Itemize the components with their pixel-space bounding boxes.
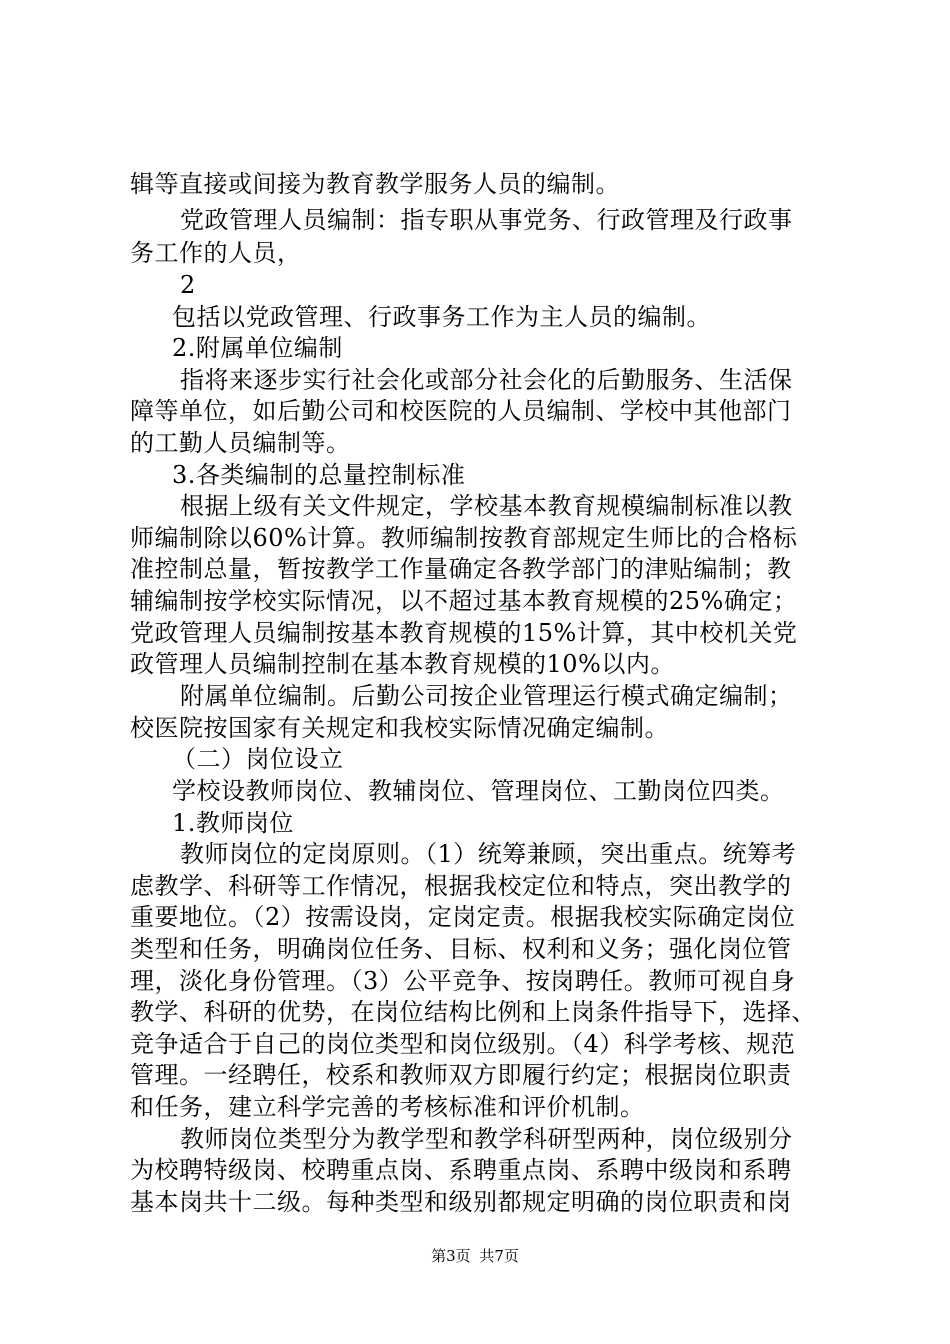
text-line: 和任务，建立科学完善的考核标准和评价机制。	[130, 1093, 645, 1121]
section-heading: 3.各类编制的总量控制标准	[172, 461, 466, 489]
text-line: 的工勤人员编制等。	[130, 429, 351, 457]
text-line: 师编制除以60%计算。教师编制按教育部规定生师比的合格标	[130, 524, 798, 552]
text-line: 根据上级有关文件规定，学校基本教育规模编制标准以教	[180, 492, 793, 520]
page-marker: 2	[180, 271, 196, 299]
text-line: 重要地位。（2）按需设岗，定岗定责。根据我校实际确定岗位	[130, 903, 796, 931]
text-line: 准控制总量，暂按教学工作量确定各教学部门的津贴编制；教	[130, 555, 792, 583]
text-line: 障等单位，如后勤公司和校医院的人员编制、学校中其他部门	[130, 397, 792, 425]
section-heading: 1.教师岗位	[172, 809, 294, 837]
text-line: 教师岗位类型分为教学型和教学科研型两种，岗位级别分	[180, 1125, 793, 1153]
section-heading: 2.附属单位编制	[172, 334, 343, 362]
text-line: 虑教学、科研等工作情况，根据我校定位和特点，突出教学的	[130, 872, 792, 900]
text-line: 附属单位编制。后勤公司按企业管理运行模式确定编制；	[180, 682, 793, 710]
text-line: 辅编制按学校实际情况，以不超过基本教育规模的25%确定；	[130, 587, 798, 615]
page-total: 共7页	[479, 1247, 519, 1265]
text-line: 竞争适合于自己的岗位类型和岗位级别。（4）科学考核、规范	[130, 1030, 796, 1058]
text-line: 辑等直接或间接为教育教学服务人员的编制。	[130, 170, 620, 198]
page-number: 第3页	[431, 1247, 471, 1265]
text-line: 教师岗位的定岗原则。（1）统筹兼顾，突出重点。统筹考	[180, 840, 797, 868]
text-line: 类型和任务，明确岗位任务、目标、权利和义务；强化岗位管	[130, 935, 792, 963]
text-line: 党政管理人员编制：指专职从事党务、行政管理及行政事	[180, 206, 793, 234]
page-footer	[0, 1246, 950, 1266]
text-line: 基本岗共十二级。每种类型和级别都规定明确的岗位职责和岗	[130, 1188, 792, 1216]
text-line: 教学、科研的优势，在岗位结构比例和上岗条件指导下，选择、	[130, 998, 816, 1026]
text-line: 理，淡化身份管理。（3）公平竞争、按岗聘任。教师可视自身	[130, 967, 796, 995]
text-line: 校医院按国家有关规定和我校实际情况确定编制。	[130, 714, 669, 742]
text-line: 包括以党政管理、行政事务工作为主人员的编制。	[172, 303, 711, 331]
text-line: 党政管理人员编制按基本教育规模的15%计算，其中校机关党	[130, 619, 798, 647]
section-heading: （二）岗位设立	[172, 745, 344, 773]
text-line: 指将来逐步实行社会化或部分社会化的后勤服务、生活保	[180, 366, 793, 394]
text-line: 为校聘特级岗、校聘重点岗、系聘重点岗、系聘中级岗和系聘	[130, 1156, 792, 1184]
text-line: 管理。一经聘任，校系和教师双方即履行约定；根据岗位职责	[130, 1061, 792, 1089]
text-line: 学校设教师岗位、教辅岗位、管理岗位、工勤岗位四类。	[172, 777, 785, 805]
text-line: 政管理人员编制控制在基本教育规模的10%以内。	[130, 650, 675, 678]
text-line: 务工作的人员，	[130, 239, 302, 267]
